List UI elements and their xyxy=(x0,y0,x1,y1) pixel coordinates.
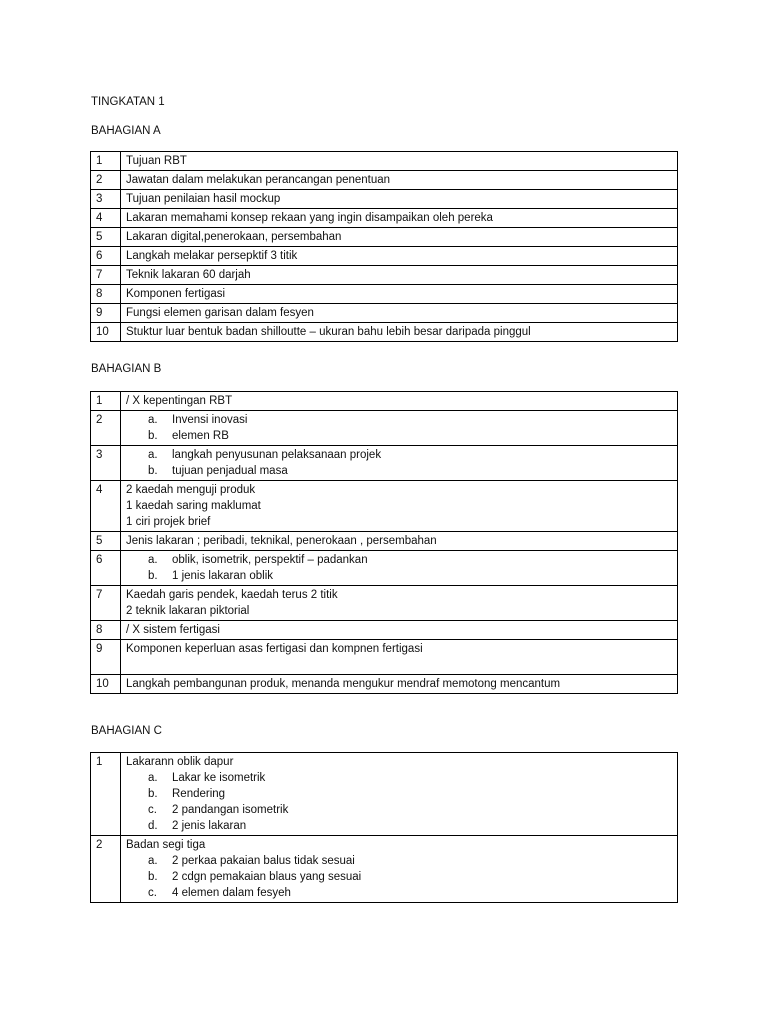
row-line: 2 kaedah menguji produk xyxy=(126,484,256,496)
row-content xyxy=(121,675,678,694)
row-text: Komponen fertigasi xyxy=(126,288,226,300)
sub-item-marker: d. xyxy=(148,820,158,832)
sub-item xyxy=(126,869,673,885)
table-row xyxy=(91,228,678,247)
row-content xyxy=(121,551,678,586)
sub-item-text: Rendering xyxy=(172,788,226,800)
sub-item-marker: b. xyxy=(148,871,158,883)
sub-item xyxy=(126,447,673,463)
row-number: 4 xyxy=(91,209,121,228)
row-text: Langkah melakar persepktif 3 titik xyxy=(126,250,298,262)
row-number: 8 xyxy=(91,621,121,640)
sub-item-text: langkah penyusunan pelaksanaan projek xyxy=(172,449,382,461)
row-number: 4 xyxy=(91,481,121,532)
sub-item-marker: a. xyxy=(148,449,158,461)
sub-item-text: 2 perkaa pakaian balus tidak sesuai xyxy=(172,855,355,867)
row-content xyxy=(121,171,678,190)
table-row xyxy=(91,753,678,836)
row-line: Lakarann oblik dapur xyxy=(126,756,234,768)
row-number: 7 xyxy=(91,266,121,285)
table-row xyxy=(91,190,678,209)
row-number: 1 xyxy=(91,753,121,836)
sub-item-text: Lakar ke isometrik xyxy=(172,772,266,784)
section-c-heading: BAHAGIAN C xyxy=(91,725,162,737)
sub-item xyxy=(126,885,673,901)
row-number: 1 xyxy=(91,392,121,411)
row-content xyxy=(121,304,678,323)
table-row xyxy=(91,304,678,323)
section-c-table xyxy=(90,752,678,903)
sub-item-text: tujuan penjadual masa xyxy=(172,465,288,477)
table-row xyxy=(91,323,678,342)
row-number: 1 xyxy=(91,152,121,171)
row-line: Kaedah garis pendek, kaedah terus 2 titik xyxy=(126,589,338,601)
sub-item-text: 2 cdgn pemakaian blaus yang sesuai xyxy=(172,871,362,883)
table-row xyxy=(91,640,678,675)
row-number: 10 xyxy=(91,675,121,694)
section-a-heading: BAHAGIAN A xyxy=(91,125,161,137)
section-a-table xyxy=(90,151,678,342)
row-number: 2 xyxy=(91,411,121,446)
sub-item-marker: b. xyxy=(148,788,158,800)
sub-item-text: 2 jenis lakaran xyxy=(172,820,247,832)
row-line: Langkah pembangunan produk, menanda mengukur mendraf memotong mencantum xyxy=(126,678,561,690)
table-row xyxy=(91,532,678,551)
row-number: 10 xyxy=(91,323,121,342)
row-content xyxy=(121,836,678,903)
sub-item-marker: a. xyxy=(148,554,158,566)
row-content xyxy=(121,481,678,532)
row-text: Jawatan dalam melakukan perancangan penentuan xyxy=(126,174,391,186)
sub-item-marker: c. xyxy=(148,804,157,816)
section-b-heading: BAHAGIAN B xyxy=(91,363,162,375)
table-row xyxy=(91,266,678,285)
table-row xyxy=(91,209,678,228)
row-number: 3 xyxy=(91,446,121,481)
table-row xyxy=(91,152,678,171)
row-number: 2 xyxy=(91,836,121,903)
row-content xyxy=(121,228,678,247)
table-row xyxy=(91,285,678,304)
sub-item-text: oblik, isometrik, perspektif – padankan xyxy=(172,554,368,566)
row-line: 1 ciri projek brief xyxy=(126,516,211,528)
row-line: Badan segi tiga xyxy=(126,839,206,851)
sub-item-text: 1 jenis lakaran oblik xyxy=(172,570,274,582)
row-content xyxy=(121,392,678,411)
row-number: 5 xyxy=(91,228,121,247)
row-content xyxy=(121,247,678,266)
sub-item-marker: b. xyxy=(148,570,158,582)
sub-item xyxy=(126,568,673,584)
section-b-table xyxy=(90,391,678,694)
sub-item xyxy=(126,463,673,479)
row-number: 6 xyxy=(91,551,121,586)
sub-item-marker: a. xyxy=(148,772,158,784)
sub-item xyxy=(126,818,673,834)
row-content xyxy=(121,640,678,675)
row-number: 9 xyxy=(91,640,121,675)
row-number: 9 xyxy=(91,304,121,323)
sub-item-marker: a. xyxy=(148,414,158,426)
table-row xyxy=(91,481,678,532)
row-text: Teknik lakaran 60 darjah xyxy=(126,269,251,281)
sub-item-marker: a. xyxy=(148,855,158,867)
row-line: 1 kaedah saring maklumat xyxy=(126,500,261,512)
table-row xyxy=(91,551,678,586)
table-row xyxy=(91,675,678,694)
row-content xyxy=(121,621,678,640)
row-text: Lakaran memahami konsep rekaan yang ingin disampaikan oleh pereka xyxy=(126,212,493,224)
row-line: Jenis lakaran ; peribadi, teknikal, penerokaan , persembahan xyxy=(126,535,437,547)
row-content xyxy=(121,411,678,446)
sub-item-text: 4 elemen dalam fesyeh xyxy=(172,887,291,899)
sub-item xyxy=(126,802,673,818)
table-row xyxy=(91,171,678,190)
row-line: 2 teknik lakaran piktorial xyxy=(126,605,250,617)
row-content xyxy=(121,446,678,481)
row-content xyxy=(121,285,678,304)
row-line xyxy=(126,657,673,673)
row-content xyxy=(121,323,678,342)
sub-item xyxy=(126,428,673,444)
row-number: 2 xyxy=(91,171,121,190)
table-row xyxy=(91,392,678,411)
table-row xyxy=(91,836,678,903)
row-content xyxy=(121,190,678,209)
table-row xyxy=(91,446,678,481)
sub-item-marker: b. xyxy=(148,465,158,477)
row-text: Tujuan RBT xyxy=(126,155,187,167)
row-content xyxy=(121,209,678,228)
table-row xyxy=(91,586,678,621)
row-number: 3 xyxy=(91,190,121,209)
row-text: Lakaran digital,penerokaan, persembahan xyxy=(126,231,342,243)
sub-item xyxy=(126,853,673,869)
sub-item-text: elemen RB xyxy=(172,430,229,442)
table-row xyxy=(91,621,678,640)
table-row xyxy=(91,411,678,446)
table-row xyxy=(91,247,678,266)
row-number: 8 xyxy=(91,285,121,304)
row-text: Stuktur luar bentuk badan shilloutte – ukuran bahu lebih besar daripada pinggul xyxy=(126,326,531,338)
row-number: 7 xyxy=(91,586,121,621)
sub-item xyxy=(126,412,673,428)
row-text: Fungsi elemen garisan dalam fesyen xyxy=(126,307,314,319)
sub-item-marker: c. xyxy=(148,887,157,899)
sub-item-marker: b. xyxy=(148,430,158,442)
row-line: Komponen keperluan asas fertigasi dan kompnen fertigasi xyxy=(126,643,423,655)
document-title: TINGKATAN 1 xyxy=(91,96,165,108)
row-content xyxy=(121,266,678,285)
row-text: Tujuan penilaian hasil mockup xyxy=(126,193,281,205)
row-line: / X kepentingan RBT xyxy=(126,395,233,407)
row-number: 6 xyxy=(91,247,121,266)
row-line: / X sistem fertigasi xyxy=(126,624,220,636)
row-content xyxy=(121,753,678,836)
row-content xyxy=(121,586,678,621)
sub-item xyxy=(126,786,673,802)
row-content xyxy=(121,532,678,551)
sub-item-text: Invensi inovasi xyxy=(172,414,248,426)
sub-item-text: 2 pandangan isometrik xyxy=(172,804,289,816)
row-content xyxy=(121,152,678,171)
sub-item xyxy=(126,770,673,786)
sub-item xyxy=(126,552,673,568)
row-number: 5 xyxy=(91,532,121,551)
